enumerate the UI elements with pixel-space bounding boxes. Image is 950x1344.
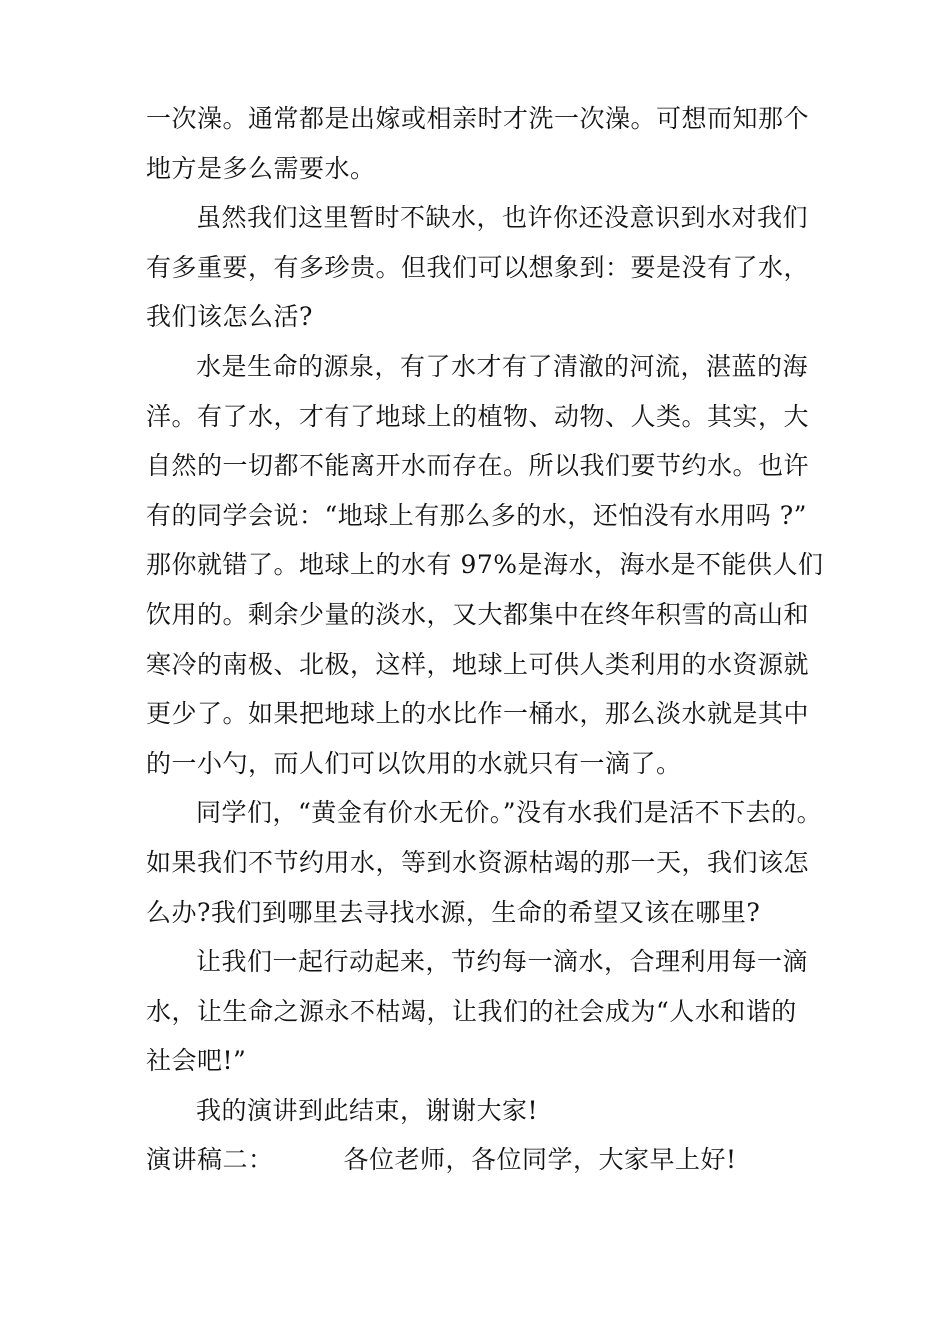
text-line: 地方是多么需要水。 [146,153,376,183]
text-line: 我们该怎么活? [146,302,313,332]
text-line: 同学们，“黄金有价水无价。”没有水我们是活不下去的。 [196,798,823,828]
text-line: 么办?我们到哪里去寻找水源，生命的希望又该在哪里? [146,897,761,927]
text-line: 的一小勺，而人们可以饮用的水就只有一滴了。 [146,748,682,778]
speech-text [146,94,824,1185]
text-line: 洋。有了水，才有了地球上的植物、动物、人类。其实，大 [146,401,810,431]
speech-two-label: 演讲稿二： [146,1145,274,1175]
text-line: 虽然我们这里暂时不缺水，也许你还没意识到水对我们 [196,203,809,233]
text-line: 我的演讲到此结束，谢谢大家! [196,1095,539,1125]
text-line: 更少了。如果把地球上的水比作一桶水，那么淡水就是其中 [146,699,810,729]
speech-two-heading [146,1135,808,1185]
text-line: 水，让生命之源永不枯竭，让我们的社会成为“人水和谐的 [146,996,797,1026]
speech-two-greeting: 各位老师，各位同学，大家早上好! [343,1145,737,1175]
text-line: 饮用的。剩余少量的淡水，又大都集中在终年积雪的高山和 [146,599,810,629]
text-line: 那你就错了。地球上的水有 97%是海水，海水是不能供人们 [146,550,824,580]
text-line: 一次澡。通常都是出嫁或相亲时才洗一次澡。可想而知那个 [146,104,810,133]
text-line: 有多重要，有多珍贵。但我们可以想象到：要是没有了水， [146,252,810,282]
text-line: 如果我们不节约用水，等到水资源枯竭的那一天，我们该怎 [146,847,810,877]
text-line: 寒冷的南极、北极，这样，地球上可供人类利用的水资源就 [146,649,810,679]
text-line: 让我们一起行动起来，节约每一滴水，合理利用每一滴 [196,947,809,977]
text-line: 有的同学会说：“地球上有那么多的水，还怕没有水用吗 ?” [146,500,807,530]
text-line: 自然的一切都不能离开水而存在。所以我们要节约水。也许 [146,451,810,481]
text-line: 水是生命的源泉，有了水才有了清澈的河流，湛蓝的海 [196,351,809,381]
text-line: 社会吧!” [146,1046,247,1076]
